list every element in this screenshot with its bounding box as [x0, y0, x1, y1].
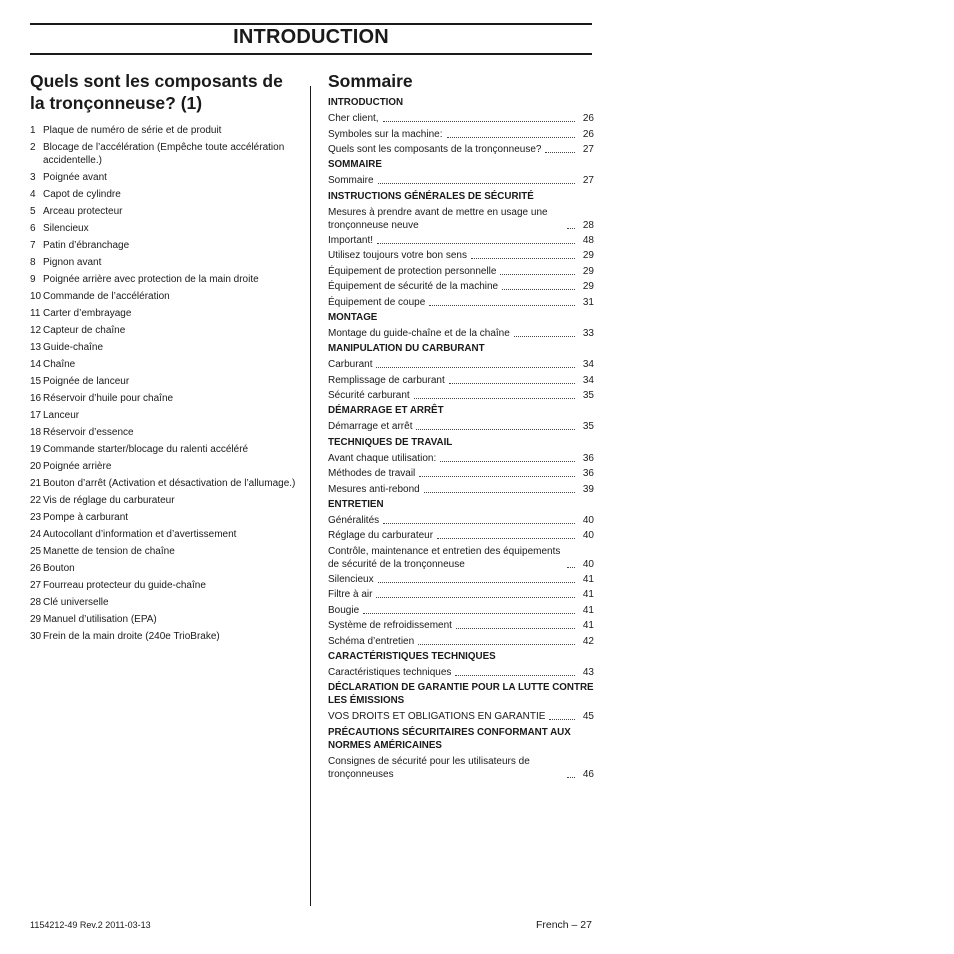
- component-item: [30, 511, 302, 524]
- toc-entry-label: Utilisez toujours votre bon sens: [328, 250, 467, 262]
- component-item: [30, 392, 302, 405]
- component-number: 16: [30, 393, 42, 404]
- toc-leader-dots: [419, 476, 575, 477]
- component-item: [30, 239, 302, 252]
- toc-section-heading: INTRODUCTION: [328, 97, 404, 108]
- toc-entry-label: Symboles sur la machine:: [328, 128, 443, 140]
- toc-page-number: 40: [582, 530, 594, 542]
- toc-page-number: 36: [582, 468, 594, 480]
- component-number: 2: [30, 142, 36, 153]
- toc-section-heading: ENTRETIEN: [328, 498, 384, 510]
- toc-leader-dots: [447, 137, 576, 138]
- toc-entry[interactable]: [328, 373, 594, 388]
- components-column: [30, 70, 302, 647]
- toc-page-number: 41: [582, 620, 594, 632]
- component-item: [30, 477, 302, 490]
- toc-entry[interactable]: [328, 111, 594, 126]
- toc-section-heading: PRÉCAUTIONS SÉCURITAIRES CONFORMANT AUX NORMES AMÉRICAINES: [328, 726, 571, 751]
- toc-leader-dots: [567, 567, 575, 568]
- toc-entry[interactable]: [328, 603, 594, 618]
- component-number: 27: [30, 580, 42, 591]
- component-label: Silencieux: [43, 223, 89, 234]
- component-number: 21: [30, 478, 42, 489]
- toc-entry-label: Équipement de coupe: [328, 296, 426, 308]
- component-number: 20: [30, 461, 42, 472]
- component-item: [30, 124, 302, 137]
- component-number: 29: [30, 614, 42, 625]
- toc-entry-label: VOS DROITS ET OBLIGATIONS EN GARANTIE: [328, 711, 546, 723]
- component-item: [30, 562, 302, 575]
- toc-page-number: 40: [582, 514, 594, 526]
- toc-entry-label: Système de refroidissement: [328, 620, 452, 632]
- component-label: Arceau protecteur: [43, 206, 123, 217]
- component-item: [30, 324, 302, 337]
- component-label: Bouton d’arrêt (Activation et désactivation de l’allumage.): [43, 478, 296, 489]
- toc-leader-dots: [383, 121, 575, 122]
- component-label: Lanceur: [43, 410, 80, 421]
- component-label: Fourreau protecteur du guide-chaîne: [43, 580, 206, 591]
- toc-entry[interactable]: [328, 709, 594, 724]
- toc-entry[interactable]: [328, 481, 594, 496]
- toc-page-number: 27: [582, 175, 594, 187]
- toc-entry[interactable]: [328, 587, 594, 602]
- toc-entry-label: Important!: [328, 235, 374, 247]
- component-label: Autocollant d’information et d’avertissement: [43, 529, 237, 540]
- component-item: [30, 222, 302, 235]
- toc-page-number: 36: [582, 452, 594, 464]
- component-label: Plaque de numéro de série et de produit: [43, 125, 222, 136]
- toc-entry[interactable]: [328, 451, 594, 466]
- toc-section-heading: SOMMAIRE: [328, 159, 382, 171]
- component-item: [30, 141, 302, 167]
- component-item: [30, 290, 302, 303]
- toc-page-number: 33: [582, 327, 594, 339]
- component-number: 6: [30, 223, 36, 234]
- component-label: Capot de cylindre: [43, 189, 121, 200]
- toc-entry-label: Remplissage de carburant: [328, 374, 445, 386]
- component-item: [30, 188, 302, 201]
- component-number: 30: [30, 631, 42, 642]
- toc-entry-label: Cher client,: [328, 113, 379, 125]
- component-number: 22: [30, 495, 42, 506]
- component-item: [30, 307, 302, 320]
- toc-leader-dots: [376, 597, 575, 598]
- component-label: Pignon avant: [43, 257, 102, 268]
- toc-entry[interactable]: [328, 388, 594, 403]
- component-item: [30, 494, 302, 507]
- toc-page-number: 42: [582, 635, 594, 647]
- component-label: Poignée arrière avec protection de la main droite: [43, 274, 259, 285]
- toc-entry[interactable]: [328, 618, 594, 633]
- toc-entry-label: Filtre à air: [328, 589, 373, 601]
- toc-entry-label: Quels sont les composants de la tronçonneuse?: [328, 143, 542, 155]
- component-item: [30, 205, 302, 218]
- toc-page-number: 41: [582, 589, 594, 601]
- toc-entry[interactable]: [328, 279, 594, 294]
- toc-section-heading: INSTRUCTIONS GÉNÉRALES DE SÉCURITÉ: [328, 190, 534, 202]
- component-item: [30, 613, 302, 626]
- components-list: [30, 124, 302, 643]
- toc-entry[interactable]: [328, 633, 594, 648]
- component-item: [30, 409, 302, 422]
- toc-entry-label: Silencieux: [328, 574, 374, 586]
- toc-entry[interactable]: [328, 466, 594, 481]
- toc-page-number: 48: [582, 235, 594, 247]
- component-label: Commande de l’accélération: [43, 291, 170, 302]
- column-divider: [310, 86, 311, 906]
- component-label: Chaîne: [43, 359, 76, 370]
- toc-leader-dots: [549, 719, 575, 720]
- toc-section-heading: CARACTÉRISTIQUES TECHNIQUES: [328, 650, 496, 662]
- component-label: Poignée avant: [43, 172, 107, 183]
- toc-entry-label: Mesures anti-rebond: [328, 483, 420, 495]
- toc-leader-dots: [377, 243, 575, 244]
- toc-entry-label: Équipement de protection personnelle: [328, 265, 497, 277]
- toc-leader-dots: [471, 258, 575, 259]
- component-item: [30, 528, 302, 541]
- component-label: Guide-chaîne: [43, 342, 104, 353]
- toc-entry-label: Consignes de sécurité pour les utilisateurs de tronçonneuses: [328, 755, 530, 780]
- toc-entry[interactable]: [328, 513, 594, 528]
- toc-page-number: 34: [582, 359, 594, 371]
- footer-page-label: French – 27: [535, 919, 592, 931]
- component-item: [30, 443, 302, 456]
- toc-leader-dots: [383, 523, 575, 524]
- toc-page-number: 31: [582, 296, 594, 308]
- component-number: 26: [30, 563, 42, 574]
- toc-leader-dots: [418, 644, 575, 645]
- toc-section-heading: TECHNIQUES DE TRAVAIL: [328, 436, 453, 448]
- toc-entry-label: Sécurité carburant: [328, 390, 410, 402]
- toc-page-number: 45: [582, 711, 594, 723]
- toc-leader-dots: [567, 228, 575, 229]
- header-top-rule: [30, 23, 592, 25]
- component-label: Frein de la main droite (240e TrioBrake): [43, 631, 220, 642]
- toc-entry-label: Caractéristiques techniques: [328, 666, 452, 678]
- toc-leader-dots: [416, 429, 575, 430]
- component-label: Blocage de l’accélération (Empêche toute accélération accidentelle.): [43, 142, 285, 166]
- toc-page-number: 28: [582, 219, 594, 231]
- toc-entry-label: Sommaire: [328, 175, 374, 187]
- toc-page-number: 41: [582, 604, 594, 616]
- toc-leader-dots: [455, 675, 575, 676]
- toc-section-heading: DÉCLARATION DE GARANTIE POUR LA LUTTE CONTRE LES ÉMISSIONS: [328, 682, 594, 707]
- toc-page-number: 26: [582, 128, 594, 140]
- component-item: [30, 358, 302, 371]
- toc-leader-dots: [456, 628, 575, 629]
- toc-leader-dots: [378, 582, 575, 583]
- component-item: [30, 579, 302, 592]
- toc-entry-label: Mesures à prendre avant de mettre en usage une tronçonneuse neuve: [328, 206, 548, 231]
- toc-leader-dots: [514, 336, 575, 337]
- toc-leader-dots: [449, 383, 575, 384]
- toc-entry-label: Réglage du carburateur: [328, 530, 434, 542]
- toc-entry-label: Contrôle, maintenance et entretien des équipements de sécurité de la tronçonneuse: [328, 545, 561, 570]
- toc-entry-label: Généralités: [328, 514, 380, 526]
- header-bottom-rule: [30, 53, 592, 55]
- toc-leader-dots: [440, 461, 575, 462]
- toc-entry[interactable]: [328, 544, 594, 572]
- component-label: Réservoir d’huile pour chaîne: [43, 393, 174, 404]
- toc-entry-label: Démarrage et arrêt: [328, 421, 413, 433]
- component-number: 10: [30, 291, 42, 302]
- toc-leader-dots: [545, 152, 575, 153]
- component-number: 17: [30, 410, 42, 421]
- toc-section-heading: MONTAGE: [328, 311, 378, 323]
- toc-leader-dots: [363, 613, 575, 614]
- component-number: 3: [30, 172, 36, 183]
- component-label: Patin d’ébranchage: [43, 240, 130, 251]
- component-item: [30, 171, 302, 184]
- toc-entry[interactable]: [328, 233, 594, 248]
- component-item: [30, 460, 302, 473]
- toc-entry-label: Méthodes de travail: [328, 468, 416, 480]
- toc-page-number: 27: [582, 143, 594, 155]
- toc-entry[interactable]: [328, 419, 594, 434]
- component-number: 14: [30, 359, 42, 370]
- toc-entry[interactable]: [328, 264, 594, 279]
- component-label: Commande starter/blocage du ralenti accéléré: [43, 444, 249, 455]
- component-item: [30, 256, 302, 269]
- toc-leader-dots: [429, 305, 575, 306]
- component-item: [30, 630, 302, 643]
- toc-entry[interactable]: [328, 326, 594, 341]
- component-number: 12: [30, 325, 42, 336]
- toc-entry[interactable]: [328, 754, 594, 782]
- toc-leader-dots: [502, 289, 575, 290]
- component-label: Poignée de lanceur: [43, 376, 130, 387]
- component-number: 19: [30, 444, 42, 455]
- component-number: 5: [30, 206, 36, 217]
- toc-entry[interactable]: [328, 142, 594, 157]
- component-item: [30, 596, 302, 609]
- toc-section-heading: MANIPULATION DU CARBURANT: [328, 343, 485, 355]
- toc-entry-label: Bougie: [328, 604, 360, 616]
- component-label: Manette de tension de chaîne: [43, 546, 175, 557]
- toc-entry[interactable]: [328, 173, 594, 188]
- component-number: 24: [30, 529, 42, 540]
- toc-entry[interactable]: [328, 572, 594, 587]
- toc-page-number: 43: [582, 666, 594, 678]
- toc-page-number: 39: [582, 483, 594, 495]
- toc-entry[interactable]: [328, 665, 594, 680]
- toc-page-number: 41: [582, 574, 594, 586]
- toc-entry[interactable]: [328, 205, 594, 233]
- toc-entry[interactable]: [328, 248, 594, 263]
- toc-entry[interactable]: [328, 357, 594, 372]
- footer-doc-id: 1154212-49 Rev.2 2011-03-13: [30, 920, 151, 930]
- page-header: INTRODUCTION: [233, 26, 389, 48]
- component-number: 8: [30, 257, 36, 268]
- toc-page-number: 34: [582, 374, 594, 386]
- toc-entry-label: Schéma d’entretien: [328, 635, 415, 647]
- toc-page-number: 26: [582, 113, 594, 125]
- toc-page-number: 29: [582, 250, 594, 262]
- toc-page-number: 29: [582, 281, 594, 293]
- component-label: Carter d’embrayage: [43, 308, 132, 319]
- component-number: 9: [30, 274, 36, 285]
- toc-entry[interactable]: [328, 126, 594, 141]
- toc-page-number: 35: [582, 390, 594, 402]
- toc-entry-label: Montage du guide-chaîne et de la chaîne: [328, 327, 510, 339]
- toc-leader-dots: [437, 538, 575, 539]
- components-title: Quels sont les composants de la tronçonneuse? (1): [30, 71, 283, 113]
- toc-leader-dots: [378, 183, 575, 184]
- toc-page-number: 40: [582, 558, 594, 570]
- component-label: Réservoir d’essence: [43, 427, 134, 438]
- toc-list: [328, 95, 594, 782]
- toc-entry[interactable]: [328, 294, 594, 309]
- component-number: 23: [30, 512, 42, 523]
- component-number: 18: [30, 427, 42, 438]
- component-item: [30, 341, 302, 354]
- component-label: Clé universelle: [43, 597, 109, 608]
- toc-entry[interactable]: [328, 528, 594, 543]
- component-label: Capteur de chaîne: [43, 325, 126, 336]
- toc-leader-dots: [414, 398, 575, 399]
- component-label: Poignée arrière: [43, 461, 112, 472]
- toc-page-number: 35: [582, 421, 594, 433]
- toc-title: Sommaire: [328, 71, 413, 91]
- component-number: 13: [30, 342, 42, 353]
- toc-entry-label: Équipement de sécurité de la machine: [328, 281, 499, 293]
- component-number: 28: [30, 597, 42, 608]
- component-label: Bouton: [43, 563, 75, 574]
- toc-section-heading: DÉMARRAGE ET ARRÊT: [328, 405, 444, 417]
- component-number: 15: [30, 376, 42, 387]
- component-number: 4: [30, 189, 36, 200]
- toc-leader-dots: [500, 274, 575, 275]
- toc-page-number: 46: [582, 768, 594, 780]
- component-item: [30, 426, 302, 439]
- toc-entry-label: Avant chaque utilisation:: [328, 452, 437, 464]
- component-number: 25: [30, 546, 42, 557]
- toc-leader-dots: [376, 367, 575, 368]
- component-number: 11: [30, 308, 41, 319]
- component-label: Vis de réglage du carburateur: [43, 495, 175, 506]
- component-item: [30, 375, 302, 388]
- toc-entry-label: Carburant: [328, 359, 373, 371]
- toc-column: [328, 70, 594, 782]
- component-number: 1: [30, 125, 36, 136]
- component-label: Manuel d’utilisation (EPA): [43, 614, 157, 625]
- toc-page-number: 29: [582, 265, 594, 277]
- toc-leader-dots: [424, 492, 575, 493]
- toc-leader-dots: [567, 777, 575, 778]
- component-number: 7: [30, 240, 36, 251]
- component-item: [30, 545, 302, 558]
- component-label: Pompe à carburant: [43, 512, 129, 523]
- component-item: [30, 273, 302, 286]
